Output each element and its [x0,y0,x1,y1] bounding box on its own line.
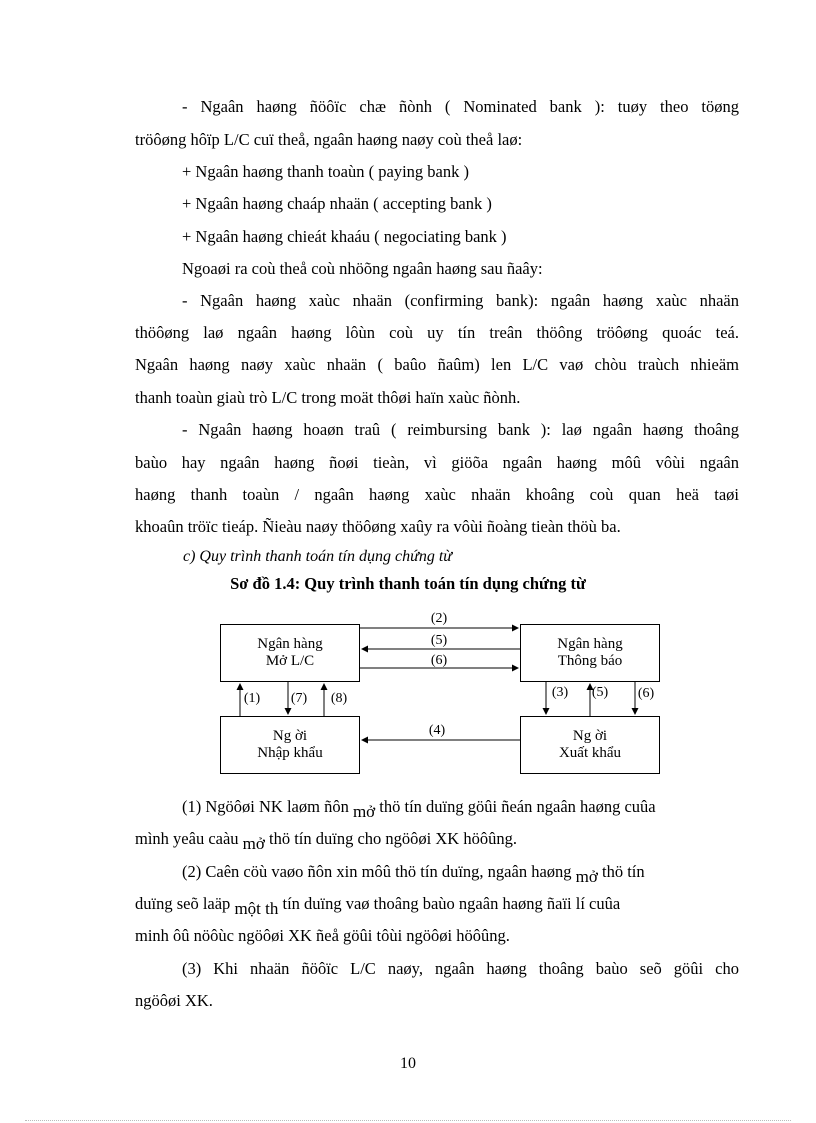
paragraph-nominated-line1: - Ngaân haøng ñöôïc chæ ñònh ( Nominated bank ): tuøy theo töøng [182,97,739,116]
step-2-mot-word: một th [234,899,279,918]
paragraph-reimbursing-line2: baùo hay ngaân haøng ñoøi tieàn, vì giöõa ngaân haøng môû vôùi ngaân [135,453,739,472]
box-advising-bank-line2: Thông báo [557,653,623,669]
figure-title: Sơ đồ 1.4: Quy trình thanh toán tín dụng chứng từ [230,574,586,593]
step-2-line1-b: thö tín [601,862,645,881]
paragraph-confirming-line3: Ngaân haøng naøy xaùc nhaän ( baûo ñaûm) len L/C vaø chòu traùch nhieäm [135,355,739,374]
paragraph-reimbursing-line4: khoaûn tröïc tieáp. Ñieàu naøy thöôøng xaûy ra vôùi ñoàng tieàn thöù ba. [135,517,621,536]
step-1-line2-b: thö tín duïng cho ngöôøi XK höôûng. [269,829,517,848]
label-step-8: (8) [330,691,348,706]
paragraph-reimbursing-line1: - Ngaân haøng hoaøn traû ( reimbursing bank ): laø ngaân haøng thoâng [182,420,739,439]
step-1-mo-word: mở [352,802,376,821]
paragraph-confirming-line2: thöôøng laø ngaân haøng lôùn coù uy tín treân thöông tröôøng quoác teá. [135,323,739,342]
step-2-line3: minh ôû nöôùc ngöôøi XK ñeå göûi tôùi ngöôøi höôûng. [135,926,510,945]
step-3-line1: (3) Khi nhaän ñöôïc L/C naøy, ngaân haøng thoâng baùo seõ göûi cho [182,959,739,978]
label-step-4: (4) [428,723,446,738]
step-3-line2: ngöôøi XK. [135,991,213,1010]
step-1-line2-a: mình yeâu caàu [135,829,239,848]
step-2-line2 [135,893,739,918]
paragraph-nominated-line2: tröôøng hôïp L/C cuï theå, ngaân haøng naøy coù theå laø: [135,130,523,149]
page-number: 10 [400,1055,416,1072]
step-1-mo-word-2: mở [242,834,265,853]
label-step-6-top: (6) [430,653,448,668]
box-importer-line2: Nhập khẩu [257,745,323,761]
paragraph-confirming-line1: - Ngaân haøng xaùc nhaän (confirming bank): ngaân haøng xaùc nhaän [182,291,739,310]
box-issuing-bank-line2: Mở L/C [265,653,315,669]
paragraph-other-banks: Ngoaøi ra coù theå coù nhöõng ngaân haøng sau ñaây: [182,259,543,278]
label-step-5-right: (5) [591,685,609,700]
label-step-1: (1) [243,691,261,706]
box-advising-bank-line1: Ngân hàng [557,636,623,652]
label-step-6-right: (6) [637,686,655,701]
step-2-line1-a: (2) Caên cöù vaøo ñôn xin môû thö tín duïng, ngaân haøng [182,862,572,881]
step-2-line2-a: duïng seõ laäp [135,894,231,913]
footer-divider [25,1120,791,1121]
box-importer-line1: Ng ời [272,728,308,744]
list-item-negociating-bank: + Ngaân haøng chieát khaáu ( negociating bank ) [182,227,507,246]
step-2-line1 [182,861,739,886]
step-1-line1-a: (1) Ngöôøi NK laøm ñôn [182,797,349,816]
list-item-accepting-bank: + Ngaân haøng chaáp nhaän ( accepting bank ) [182,194,492,213]
step-2-mo-word: mở [575,867,598,886]
section-heading: c) Quy trình thanh toán tín dụng chứng từ [183,548,452,565]
step-2-line2-b: tín duïng vaø thoâng baùo ngaân haøng ñaïi lí cuûa [282,894,621,913]
paragraph-confirming-line4: thanh toaùn giaù trò L/C trong moät thôøi haïn xaùc ñònh. [135,388,521,407]
paragraph-reimbursing-line3: haøng thanh toaùn / ngaân haøng xaùc nhaän khoâng coù quan heä taøi [135,485,739,504]
step-1-line1 [182,796,739,821]
label-step-7: (7) [290,691,308,706]
step-1-line2 [135,828,739,853]
label-step-5-top: (5) [430,633,448,648]
box-exporter-line1: Ng ời [572,728,608,744]
label-step-3: (3) [551,685,569,700]
box-exporter-line2: Xuất khẩu [558,745,622,761]
list-item-paying-bank: + Ngaân haøng thanh toaùn ( paying bank ) [182,162,469,181]
box-issuing-bank-line1: Ngân hàng [257,636,323,652]
label-step-2: (2) [430,611,448,626]
step-1-line1-b: thö tín duïng göûi ñeán ngaân haøng cuûa [379,797,656,816]
